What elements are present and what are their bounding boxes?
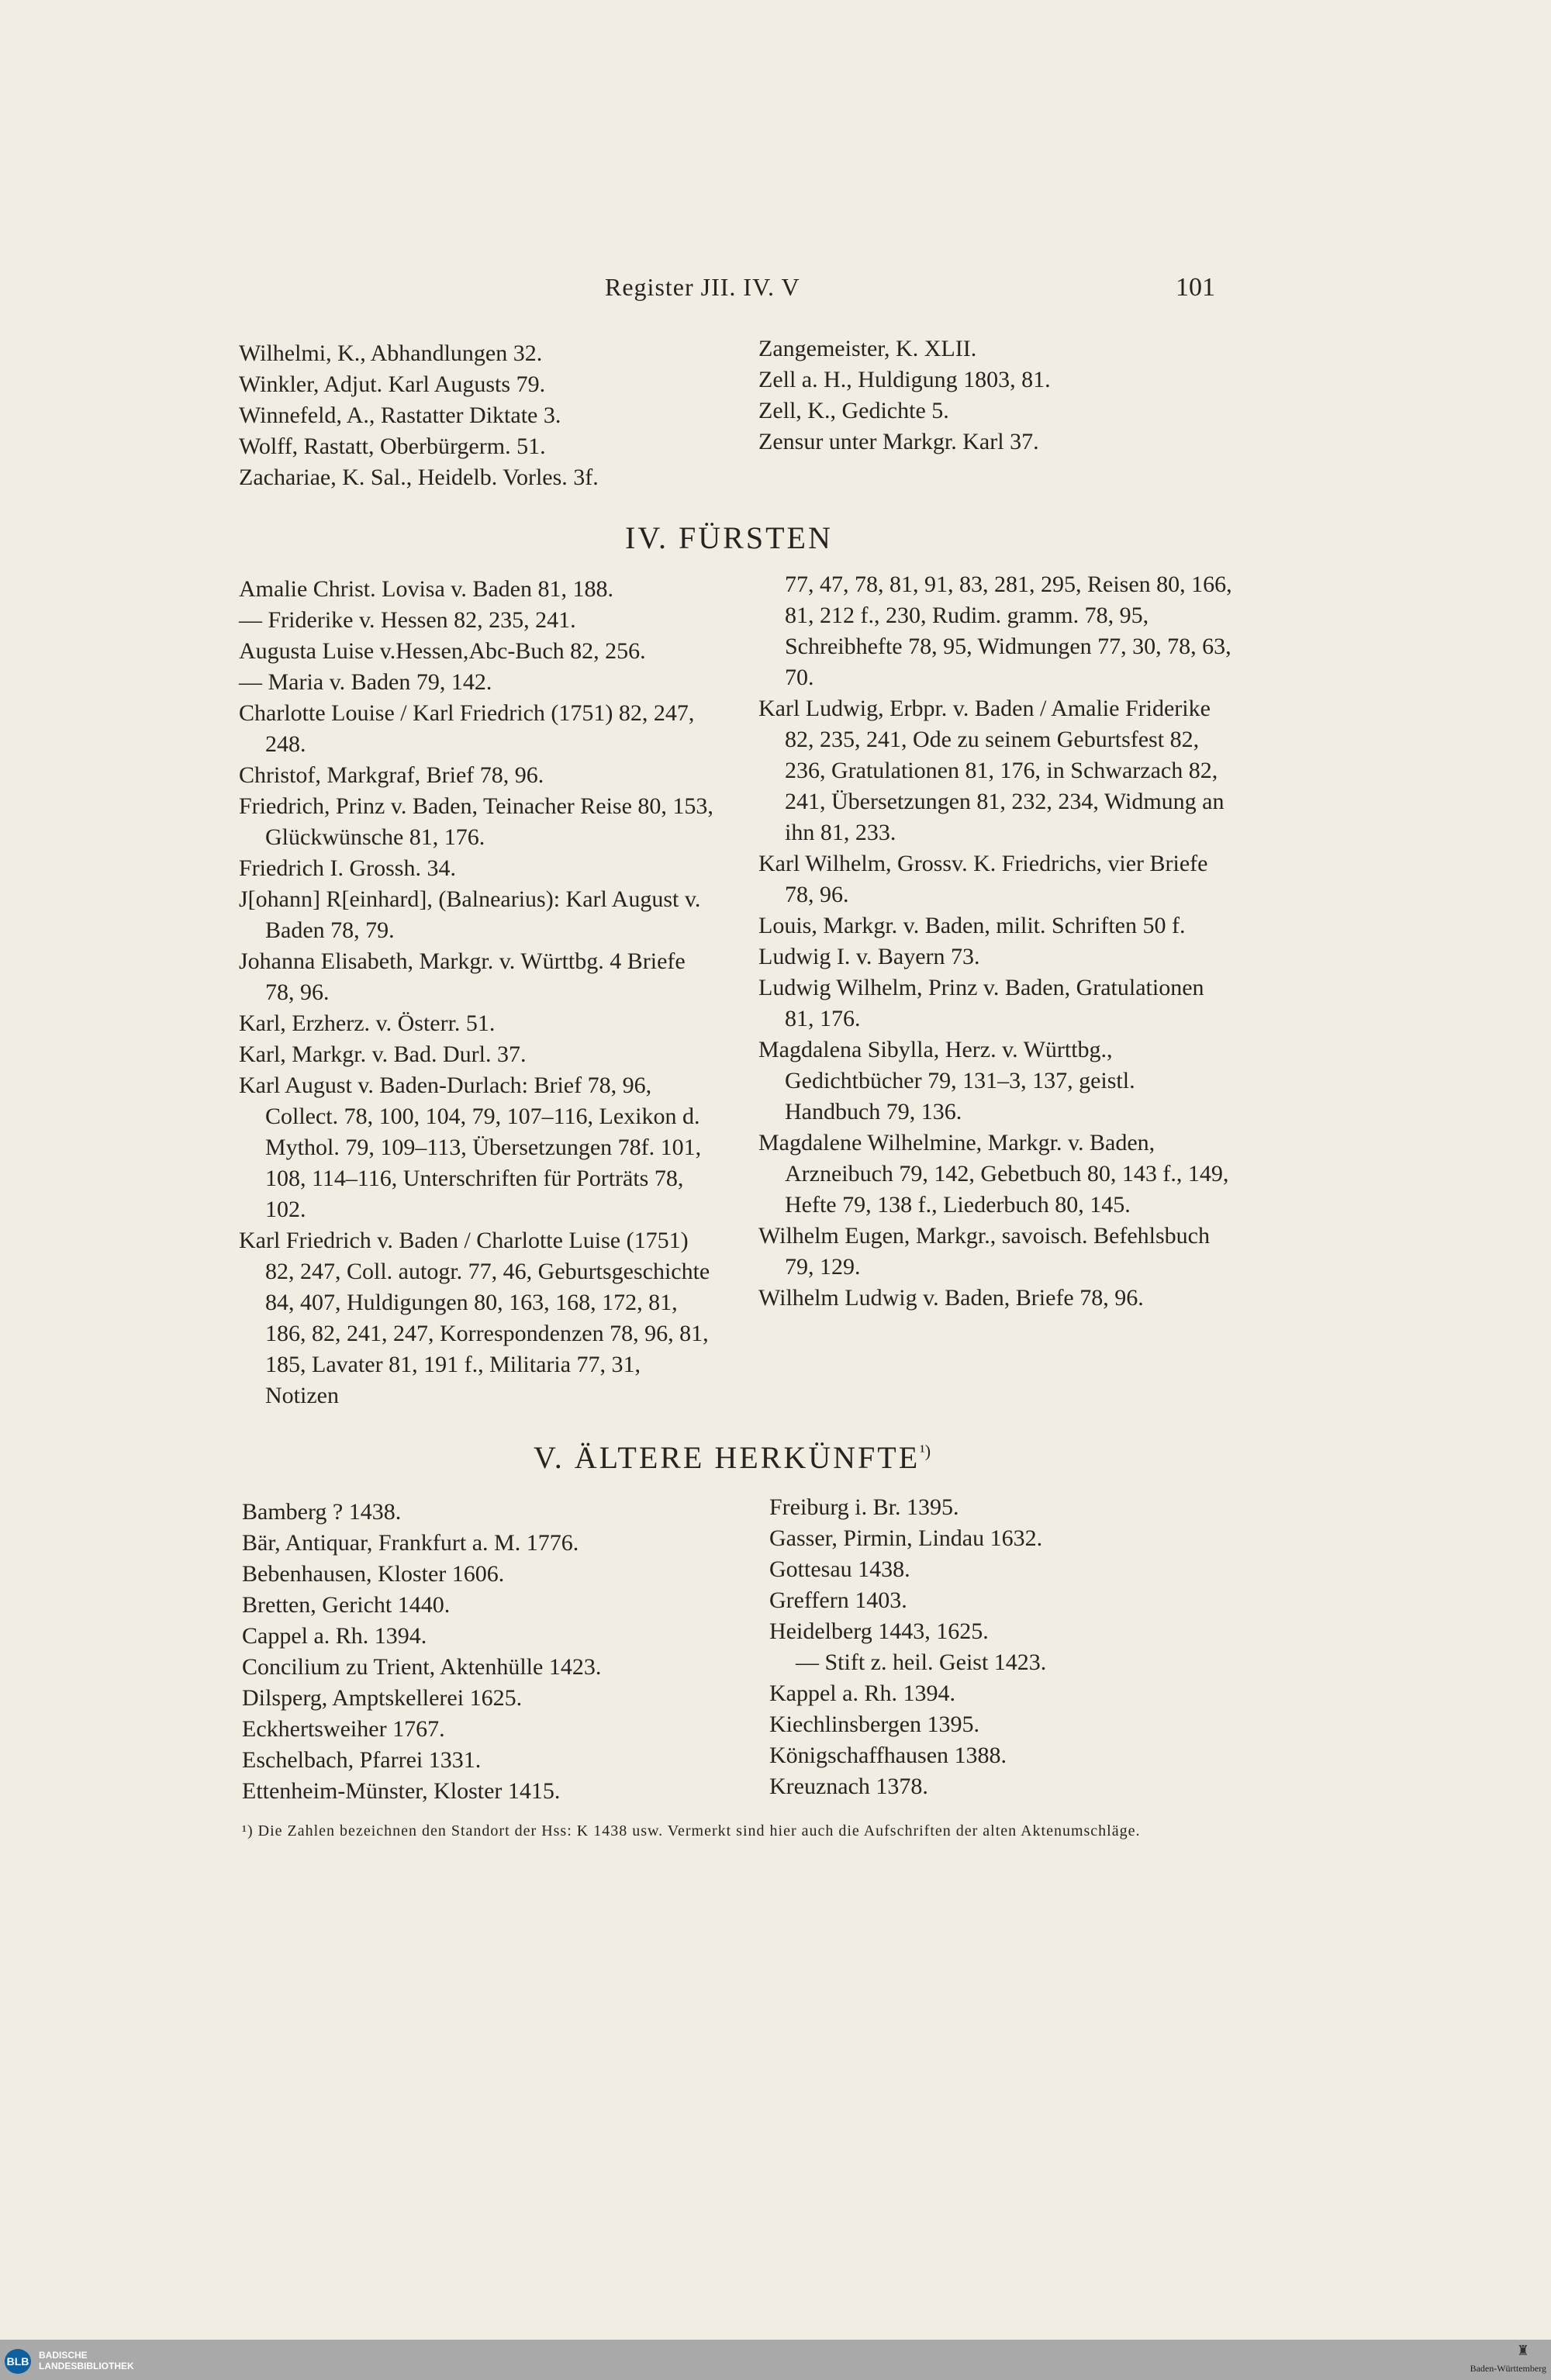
index-entry: Augusta Luise v.Hessen,Abc-Buch 82, 256.: [239, 638, 646, 664]
index-entry: Johanna Elisabeth, Markgr. v. Württbg. 4 Briefe 78, 96.: [239, 948, 686, 1005]
section4-left-column: [239, 574, 713, 1411]
index-entry: Zangemeister, K. XLII.: [758, 336, 977, 361]
index-entry: Christof, Markgraf, Brief 78, 96.: [239, 762, 544, 788]
index-entry: Gasser, Pirmin, Lindau 1632.: [769, 1525, 1043, 1551]
index-entry: Friedrich I. Grossh. 34.: [239, 855, 456, 881]
index-entry: Karl Ludwig, Erbpr. v. Baden / Amalie Friderike 82, 235, 241, Ode zu seinem Geburtsfest 82, 236, Gratulationen 81, 176, in Schwarzach 82, 241, Übersetzungen 81, 232, 234, Widmung an ihn 81, 233.: [758, 696, 1225, 845]
page-number: 101: [1176, 273, 1215, 302]
section4-heading: IV. FÜRSTEN: [625, 520, 833, 555]
running-header: Register JII. IV. V: [605, 273, 800, 301]
index-entry: Charlotte Louise / Karl Friedrich (1751) 82, 247, 248.: [239, 700, 695, 757]
index-entry: Zell a. H., Huldigung 1803, 81.: [758, 367, 1051, 392]
section3-left-column: [239, 338, 720, 493]
state-label: Baden-Württemberg: [1470, 2363, 1546, 2374]
index-entry: Karl August v. Baden-Durlach: Brief 78, 96, Collect. 78, 100, 104, 79, 107–116, Lexikon d. Mythol. 79, 109–113, Übersetzungen 78f. 101, 108, 114–116, Unterschriften für Porträts 78, 102.: [239, 1073, 702, 1222]
index-entry: Amalie Christ. Lovisa v. Baden 81, 188.: [239, 576, 613, 602]
footnote: ¹) Die Zahlen bezeichnen den Standort der Hss: K 1438 usw. Vermerkt sind hier auch die Aufschriften der alten Aktenumschläge.: [242, 1822, 1141, 1839]
index-entry: Eckhertsweiher 1767.: [242, 1716, 445, 1742]
footnote-marker: ¹): [920, 1441, 931, 1461]
index-entry: Kiechlinsbergen 1395.: [769, 1712, 980, 1737]
index-entry: Magdalena Sibylla, Herz. v. Württbg., Gedichtbücher 79, 131–3, 137, geistl. Handbuch 79, 136.: [758, 1037, 1135, 1124]
index-entry: Bretten, Gericht 1440.: [242, 1592, 451, 1618]
index-entry: Karl Friedrich v. Baden / Charlotte Luise (1751) 82, 247, Coll. autogr. 77, 46, Geburtsgeschichte 84, 407, Huldigungen 80, 163, 168, 172, 81, 186, 82, 241, 247, Korrespondenzen 78, 96, 81, 185, Lavater 81, 191 f., Militaria 77, 31, Notizen: [239, 1228, 710, 1408]
section5-left-column: [242, 1497, 723, 1807]
index-entry: Friedrich, Prinz v. Baden, Teinacher Reise 80, 153, Glückwünsche 81, 176.: [239, 793, 713, 850]
index-entry: Winnefeld, A., Rastatter Diktate 3.: [239, 402, 561, 428]
index-entry: Bär, Antiquar, Frankfurt a. M. 1776.: [242, 1530, 579, 1556]
index-entry: Ettenheim-Münster, Kloster 1415.: [242, 1778, 561, 1804]
index-entry: Wilhelm Eugen, Markgr., savoisch. Befehlsbuch 79, 129.: [758, 1223, 1210, 1280]
section5-heading: [534, 1439, 931, 1476]
index-entry: Karl, Markgr. v. Bad. Durl. 37.: [239, 1041, 527, 1067]
index-entry: Karl, Erzherz. v. Österr. 51.: [239, 1010, 496, 1036]
index-entry-continuation: 77, 47, 78, 81, 91, 83, 281, 295, Reisen 80, 166, 81, 212 f., 230, Rudim. gramm. 78, 95, Schreibhefte 78, 95, Widmungen 77, 30, 78, 63, 70.: [785, 572, 1232, 690]
index-entry: Karl Wilhelm, Grossv. K. Friedrichs, vier Briefe 78, 96.: [758, 851, 1208, 907]
blb-logo-icon: BLB: [5, 2349, 31, 2374]
index-entry: Winkler, Adjut. Karl Augusts 79.: [239, 371, 546, 397]
section3-right-column: [758, 333, 1239, 458]
index-entry: Bamberg ? 1438.: [242, 1499, 402, 1525]
index-entry: Wilhelmi, K., Abhandlungen 32.: [239, 340, 543, 366]
index-entry: Heidelberg 1443, 1625.: [769, 1618, 989, 1644]
index-entry: Zell, K., Gedichte 5.: [758, 398, 949, 423]
index-entry: Ludwig I. v. Bayern 73.: [758, 944, 980, 969]
index-entry: Greffern 1403.: [769, 1587, 907, 1613]
index-entry: Gottesau 1438.: [769, 1556, 910, 1582]
section4-right-column: [758, 569, 1233, 1314]
index-entry: Eschelbach, Pfarrei 1331.: [242, 1747, 482, 1773]
section5-heading-text: V. ÄLTERE HERKÜNFTE: [534, 1440, 921, 1475]
library-name: [39, 2350, 134, 2371]
index-subentry: — Stift z. heil. Geist 1423.: [796, 1649, 1047, 1675]
index-entry: — Friderike v. Hessen 82, 235, 241.: [239, 607, 576, 633]
index-entry: Concilium zu Trient, Aktenhülle 1423.: [242, 1654, 602, 1680]
index-entry: Königschaffhausen 1388.: [769, 1743, 1007, 1768]
library-name-line1: BADISCHE: [39, 2350, 88, 2361]
footer-bar: [0, 2340, 1551, 2380]
library-name-line2: LANDESBIBLIOTHEK: [39, 2361, 134, 2371]
index-entry: — Maria v. Baden 79, 142.: [239, 669, 492, 695]
index-entry: Bebenhausen, Kloster 1606.: [242, 1561, 505, 1587]
section5-right-column: [769, 1492, 1250, 1802]
index-entry: Zachariae, K. Sal., Heidelb. Vorles. 3f.: [239, 465, 599, 490]
index-entry: Wilhelm Ludwig v. Baden, Briefe 78, 96.: [758, 1285, 1144, 1311]
coat-of-arms-icon: ♜: [1516, 2343, 1530, 2358]
index-entry: J[ohann] R[einhard], (Balnearius): Karl August v. Baden 78, 79.: [239, 886, 701, 943]
index-entry: Cappel a. Rh. 1394.: [242, 1623, 427, 1649]
index-entry: Zensur unter Markgr. Karl 37.: [758, 429, 1039, 454]
index-entry: Kappel a. Rh. 1394.: [769, 1681, 955, 1706]
index-entry: Magdalene Wilhelmine, Markgr. v. Baden, Arzneibuch 79, 142, Gebetbuch 80, 143 f., 149, Hefte 79, 138 f., Liederbuch 80, 145.: [758, 1130, 1229, 1218]
index-entry: Wolff, Rastatt, Oberbürgerm. 51.: [239, 434, 546, 459]
index-entry: Freiburg i. Br. 1395.: [769, 1494, 959, 1520]
index-entry: Ludwig Wilhelm, Prinz v. Baden, Gratulationen 81, 176.: [758, 975, 1204, 1031]
index-entry: Dilsperg, Amptskellerei 1625.: [242, 1685, 523, 1711]
index-entry: Kreuznach 1378.: [769, 1774, 928, 1799]
index-entry: Louis, Markgr. v. Baden, milit. Schriften 50 f.: [758, 913, 1186, 938]
